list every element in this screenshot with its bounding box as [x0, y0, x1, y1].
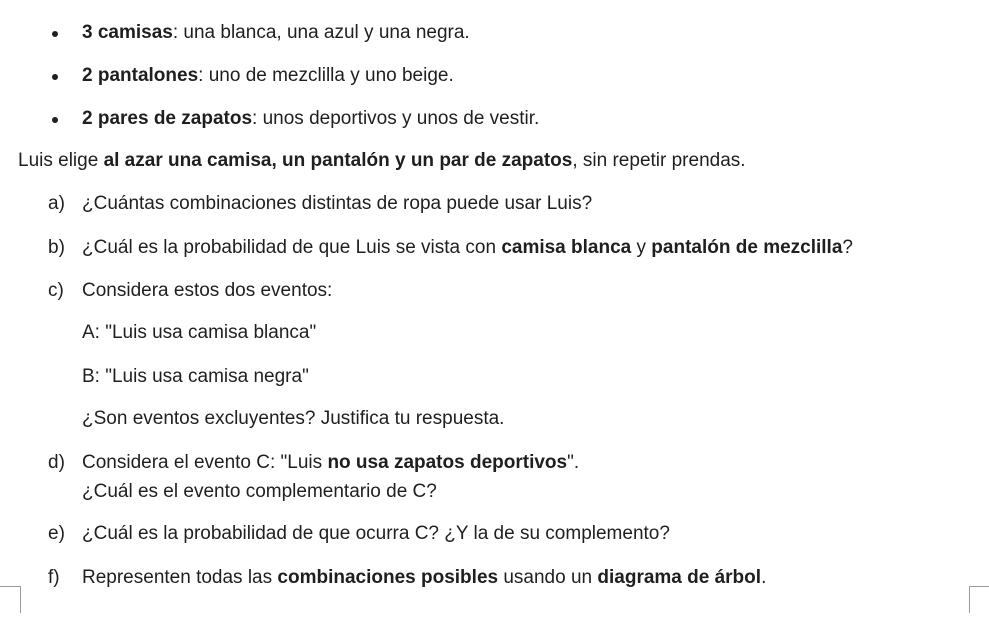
bullet-bold: 2 pantalones: [82, 65, 199, 86]
question-c-prompt: ¿Son eventos excluyentes? Justifica tu respuesta.: [82, 408, 505, 429]
page-corner-mark-right: [969, 586, 989, 613]
question-text: usando un: [498, 567, 598, 588]
question-marker: e): [48, 523, 65, 544]
bullet-dot: [52, 117, 58, 123]
question-marker: a): [48, 193, 65, 214]
question-f: [82, 567, 766, 589]
question-text: ¿Cuál es la probabilidad de que Luis se vista con: [82, 237, 502, 258]
question-b: [82, 237, 853, 259]
bullet-bold: 3 camisas: [82, 22, 173, 43]
event-a: A: "Luis usa camisa blanca": [82, 322, 317, 343]
bullet-text: : uno de mezclilla y uno beige.: [198, 65, 454, 86]
bullet-dot: [52, 31, 58, 37]
bullet-bold: 2 pares de zapatos: [82, 108, 253, 129]
bullet-camisas: [82, 22, 470, 44]
intro-bold: al azar una camisa, un pantalón y un par de zapatos: [103, 150, 573, 171]
bullet-text: : una blanca, una azul y una negra.: [172, 22, 470, 43]
question-e: ¿Cuál es la probabilidad de que ocurra C? ¿Y la de su complemento?: [82, 523, 670, 544]
question-d-line2: ¿Cuál es el evento complementario de C?: [82, 481, 437, 502]
question-c: Considera estos dos eventos:: [82, 280, 333, 301]
page-corner-mark-left: [0, 586, 21, 613]
question-text: ".: [567, 452, 580, 473]
question-marker: d): [48, 452, 65, 473]
question-text: ?: [842, 237, 853, 258]
bullet-dot: [52, 74, 58, 80]
question-marker: f): [48, 567, 60, 588]
question-text: Considera el evento C: "Luis: [82, 452, 328, 473]
question-bold: diagrama de árbol: [597, 567, 762, 588]
intro-paragraph: [18, 150, 746, 172]
bullet-zapatos: [82, 108, 539, 130]
question-marker: c): [48, 280, 64, 301]
question-bold: camisa blanca: [501, 237, 632, 258]
question-bold: no usa zapatos deportivos: [327, 452, 568, 473]
question-bold: pantalón de mezclilla: [651, 237, 843, 258]
question-bold: combinaciones posibles: [277, 567, 499, 588]
question-text: Representen todas las: [82, 567, 278, 588]
bullet-text: : unos deportivos y unos de vestir.: [252, 108, 540, 129]
intro-text: Luis elige: [18, 150, 104, 171]
question-a: ¿Cuántas combinaciones distintas de ropa puede usar Luis?: [82, 193, 593, 214]
question-text: .: [761, 567, 767, 588]
question-text: y: [631, 237, 652, 258]
bullet-pantalones: [82, 65, 454, 87]
event-b: B: "Luis usa camisa negra": [82, 366, 309, 387]
question-d: [82, 452, 579, 474]
intro-text: , sin repetir prendas.: [572, 150, 746, 171]
question-marker: b): [48, 237, 65, 258]
